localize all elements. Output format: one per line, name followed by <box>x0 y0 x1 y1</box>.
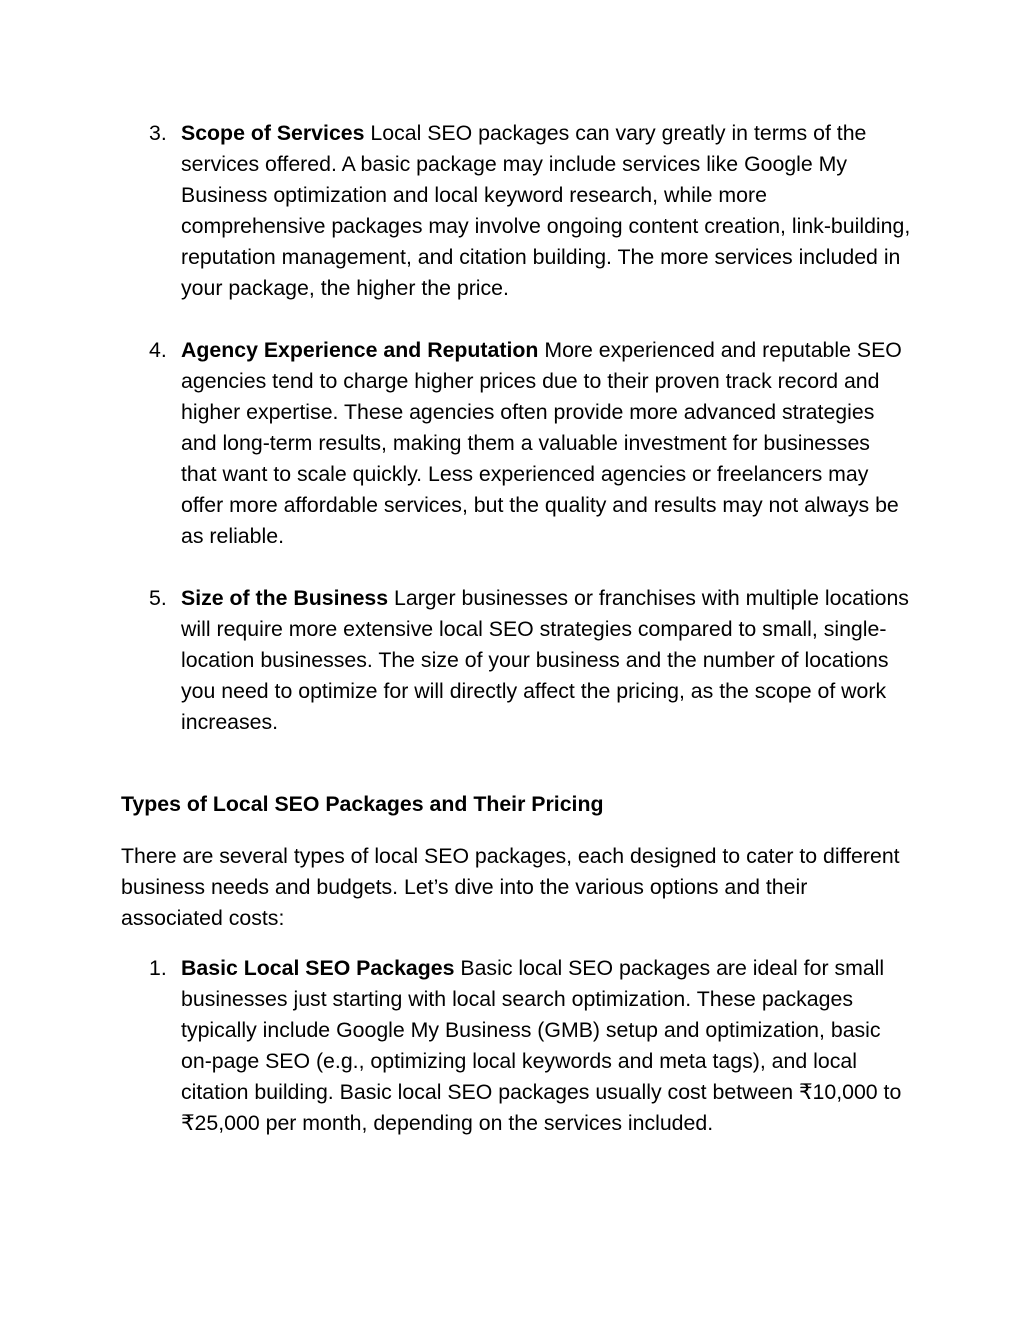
list-item-number: 3. <box>149 121 167 145</box>
list-item-number: 1. <box>149 956 167 980</box>
list-item-title: Size of the Business <box>181 586 389 610</box>
intro-paragraph: There are several types of local SEO packages, each designed to cater to different business needs and budgets. Let’s dive into the various options and their associated costs: <box>121 844 900 930</box>
factors-list <box>121 118 911 738</box>
list-item-number: 5. <box>149 586 167 610</box>
list-item <box>121 953 911 1139</box>
list-item-title: Scope of Services <box>181 121 365 145</box>
list-item <box>121 335 911 552</box>
list-item-title: Agency Experience and Reputation <box>181 338 539 362</box>
list-item-title: Basic Local SEO Packages <box>181 956 455 980</box>
packages-list <box>121 953 911 1139</box>
list-item-text: Basic local SEO packages are ideal for small businesses just starting with local search optimization. These packages typically include Google My Business (GMB) setup and optimization, basic on-page SEO (e.g., optimizing local keywords and meta tags), and local citation building. Basic local SEO packages usually cost between ₹10,000 to ₹25,000 per month, depending on the services included. <box>181 956 902 1135</box>
list-item-number: 4. <box>149 338 167 362</box>
section-heading: Types of Local SEO Packages and Their Pricing <box>121 792 604 816</box>
list-item <box>121 118 911 304</box>
list-item-text: More experienced and reputable SEO agencies tend to charge higher prices due to their proven track record and higher expertise. These agencies often provide more advanced strategies and long-term results, making them a valuable investment for businesses that want to scale quickly. Less experienced agencies or freelancers may offer more affordable services, but the quality and results may not always be as reliable. <box>181 338 902 548</box>
list-item-text: Local SEO packages can vary greatly in terms of the services offered. A basic package may include services like Google My Business optimization and local keyword research, while more comprehensive packages may involve ongoing content creation, link-building, reputation management, and citation building. The more services included in your package, the higher the price. <box>181 121 911 300</box>
list-item-text: Larger businesses or franchises with multiple locations will require more extensive local SEO strategies compared to small, single-location businesses. The size of your business and the number of locations you need to optimize for will directly affect the pricing, as the scope of work increases. <box>181 586 909 734</box>
list-item <box>121 583 911 738</box>
